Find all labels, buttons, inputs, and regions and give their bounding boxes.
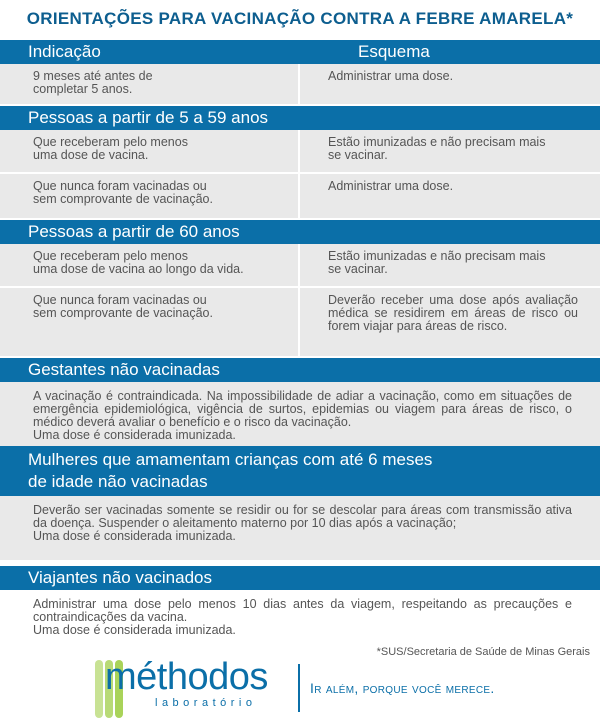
section-title-5-59: Pessoas a partir de 5 a 59 anos bbox=[0, 106, 600, 130]
section-text: A vacinação é contraindicada. Na impossibilidade de adiar a vacinação, como em situações de emergência epidemiológica, vigência de surtos, epidemias ou viagem para áreas de risco, o médico deverá avaliar o benefício e o risco da vacinação. bbox=[33, 389, 572, 429]
logo-subtitle: laboratório bbox=[155, 697, 257, 709]
section-title-line: de idade não vacinadas bbox=[28, 472, 208, 491]
section-note: Uma dose é considerada imunizada. bbox=[33, 623, 236, 637]
row-indication: Que nunca foram vacinadas ou sem comprovante de vacinação. bbox=[0, 174, 300, 218]
row-scheme: Administrar uma dose. bbox=[328, 179, 454, 193]
slogan: Ir além, porque você merece. bbox=[310, 680, 495, 696]
row-scheme: Estão imunizadas e não precisam mais se vacinar. bbox=[328, 135, 546, 162]
table-header bbox=[0, 40, 600, 64]
page-title: ORIENTAÇÕES PARA VACINAÇÃO CONTRA A FEBRE AMARELA* bbox=[26, 9, 574, 28]
section-note: Uma dose é considerada imunizada. bbox=[33, 529, 236, 543]
logo-name: méthodos bbox=[105, 656, 268, 698]
section-title-60: Pessoas a partir de 60 anos bbox=[0, 220, 600, 244]
logo-divider bbox=[298, 664, 300, 712]
section-body-mulheres bbox=[0, 496, 600, 560]
table-row bbox=[0, 64, 600, 106]
table-row bbox=[0, 244, 600, 288]
row-scheme: Estão imunizadas e não precisam mais se vacinar. bbox=[328, 249, 546, 276]
section-note: Uma dose é considerada imunizada. bbox=[33, 428, 236, 442]
row-indication: Que receberam pelo menos uma dose de vacina. bbox=[0, 130, 300, 172]
section-title-gestantes: Gestantes não vacinadas bbox=[0, 358, 600, 382]
section-body-gestantes bbox=[0, 382, 600, 446]
section-body-viajantes bbox=[0, 590, 600, 640]
table-row bbox=[0, 288, 600, 358]
header-scheme: Esquema bbox=[358, 42, 430, 61]
row-indication: Que receberam pelo menos uma dose de vacina ao longo da vida. bbox=[0, 244, 300, 286]
section-title-mulheres bbox=[0, 446, 600, 496]
row-indication: Que nunca foram vacinadas ou sem comprovante de vacinação. bbox=[0, 288, 300, 356]
section-title-line: Mulheres que amamentam crianças com até 6 meses bbox=[28, 450, 433, 469]
row-scheme: Deverão receber uma dose após avaliação médica se residirem em áreas de risco ou forem viajar para áreas de risco. bbox=[328, 293, 578, 333]
section-title-viajantes: Viajantes não vacinados bbox=[0, 566, 600, 590]
row-scheme: Administrar uma dose. bbox=[328, 69, 454, 83]
footer-logo bbox=[95, 658, 595, 723]
source-note: *SUS/Secretaria de Saúde de Minas Gerais bbox=[376, 646, 590, 658]
section-text: Deverão ser vacinadas somente se residir ou for se descolar para áreas com transmissão ativa da doença. Suspender o aleitamento materno por 10 dias após a vacinação; bbox=[33, 503, 572, 530]
header-indication: Indicação bbox=[28, 42, 101, 61]
section-text: Administrar uma dose pelo menos 10 dias antes da viagem, respeitando as precauções e contraindicações da vacina. bbox=[33, 597, 572, 624]
table-row bbox=[0, 174, 600, 220]
table-row bbox=[0, 130, 600, 174]
row-indication: 9 meses até antes de completar 5 anos. bbox=[0, 64, 300, 104]
